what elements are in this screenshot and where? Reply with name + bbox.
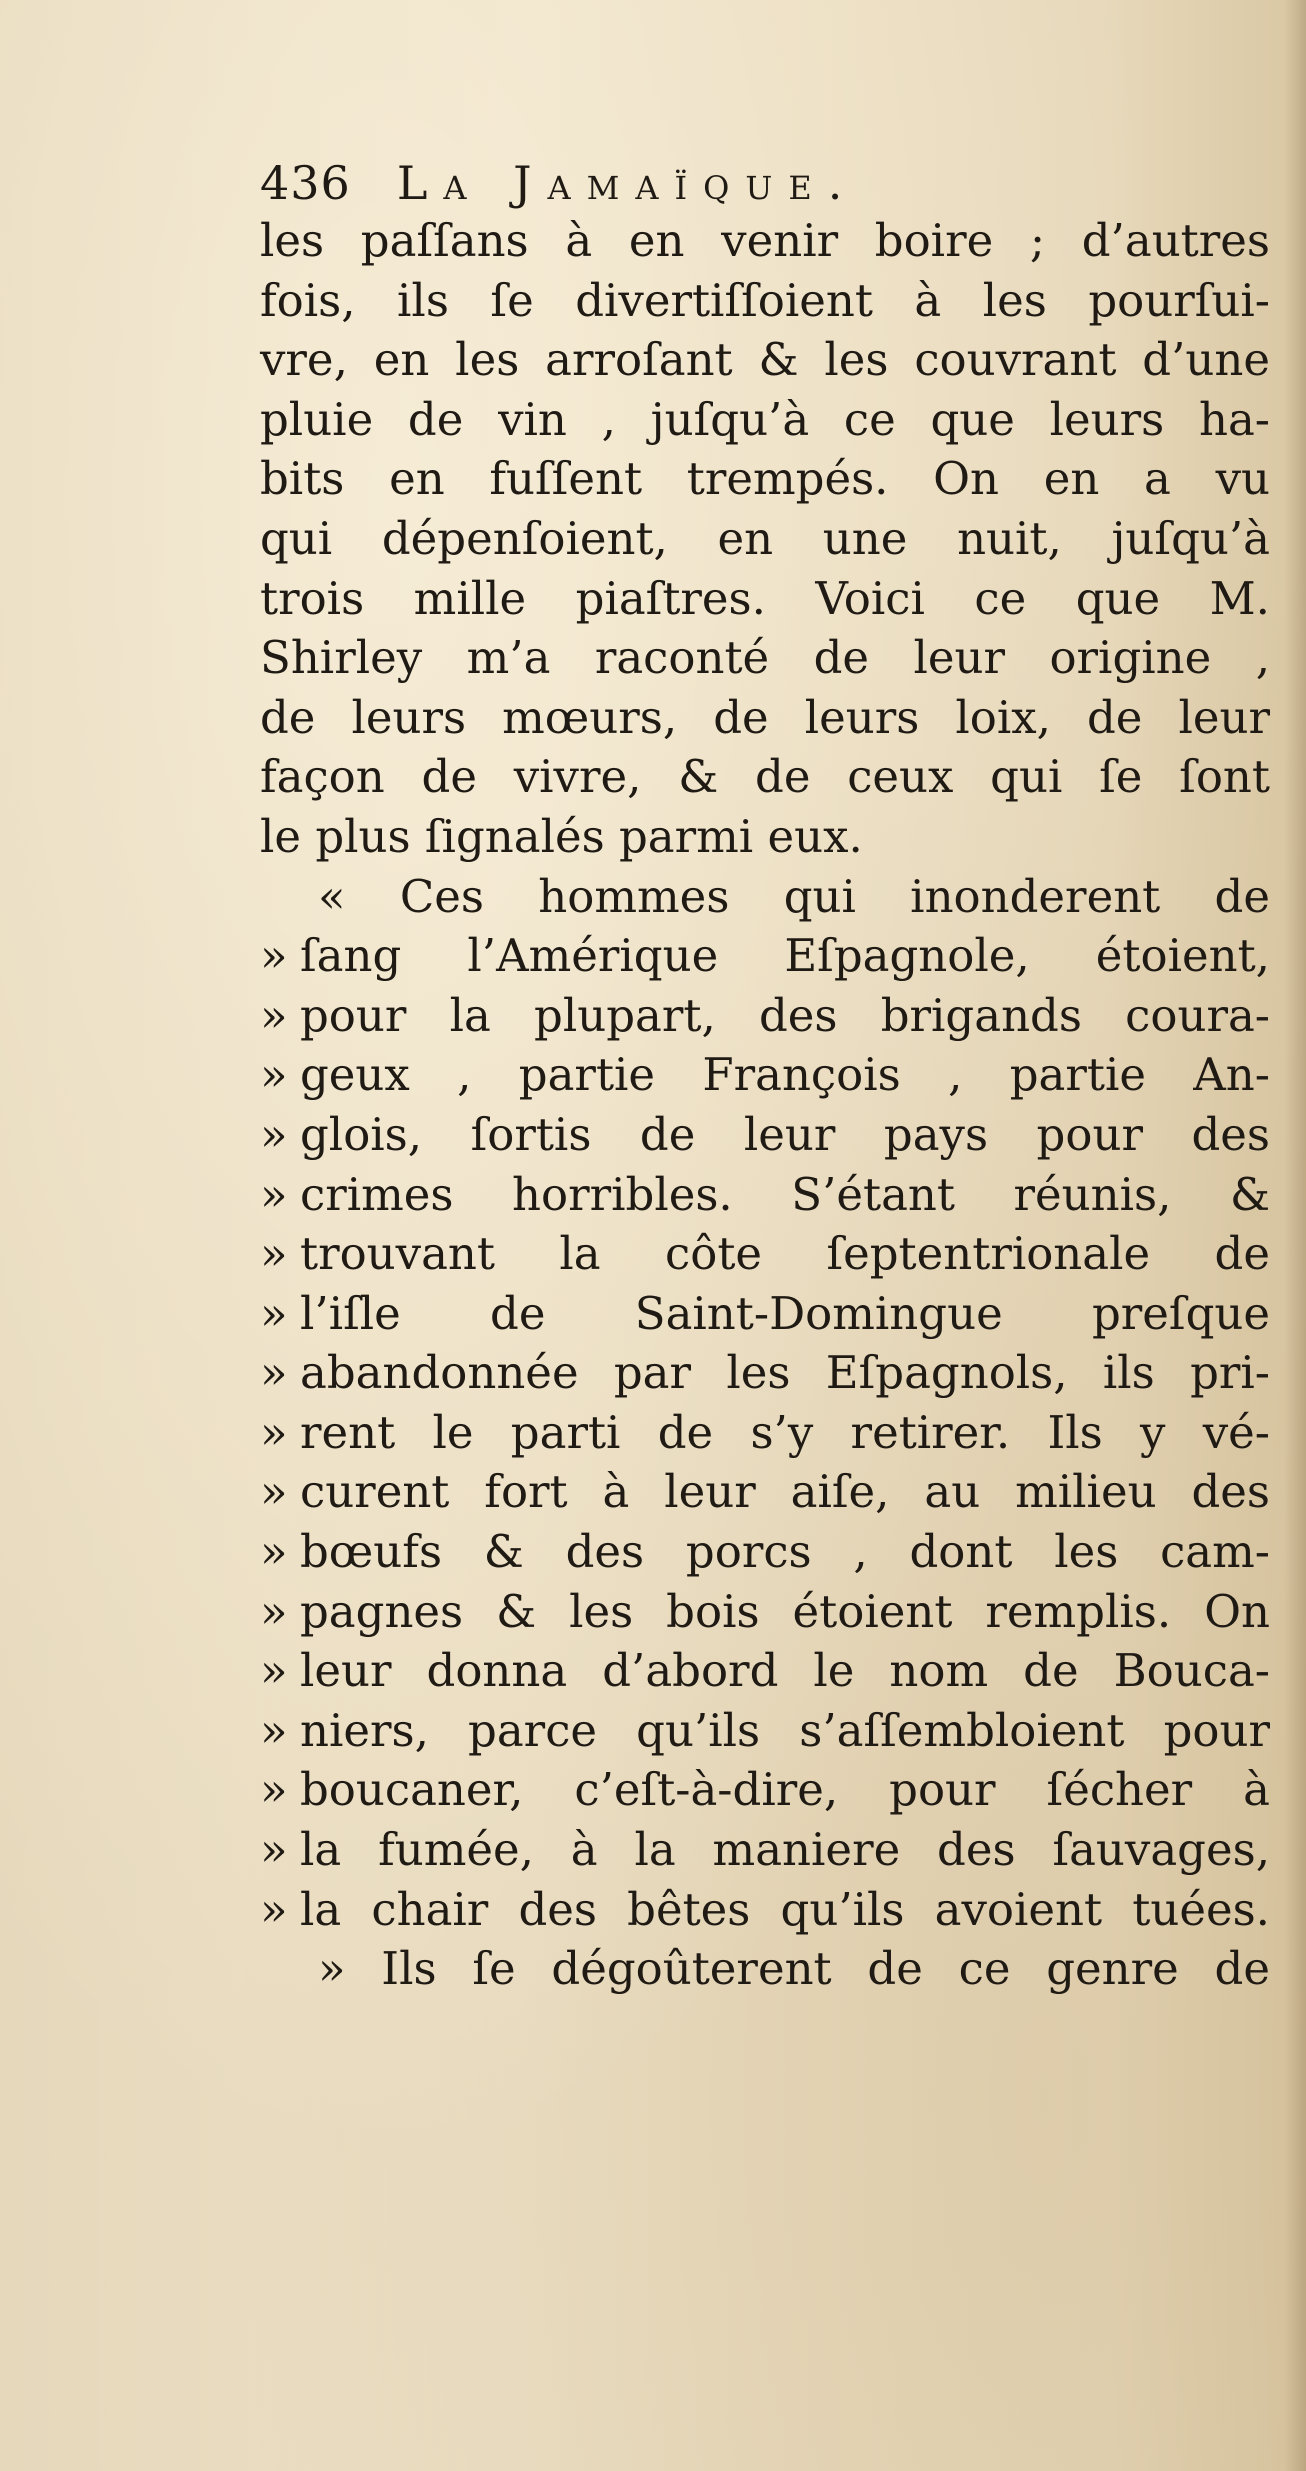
text-line: » niers, parce qu’ils s’aſſembloient pour: [260, 1701, 1270, 1761]
text-line: » trouvant la côte ſeptentrionale de: [260, 1224, 1270, 1284]
text-line: » abandonnée par les Eſpagnols, ils pri-: [260, 1343, 1270, 1403]
text-line: « Ces hommes qui inonderent de: [318, 869, 1270, 923]
text-line: » leur donna d’abord le nom de Bouca-: [260, 1641, 1270, 1701]
page-number: 436: [260, 156, 351, 210]
text-line: » l’iſle de Saint-Domingue preſque: [260, 1284, 1270, 1344]
text-line: » Ils ſe dégoûterent de ce genre de: [318, 1942, 1270, 1996]
text-line: » pour la plupart, des brigands coura-: [260, 986, 1270, 1046]
text-line: » boucaner, c’eſt-à-dire, pour ſécher à: [260, 1760, 1270, 1820]
text-line: pluie de vin , juſqu’à ce que leurs ha-: [260, 392, 1270, 446]
text-line: » la chair des bêtes qu’ils avoient tuées.: [260, 1880, 1270, 1940]
text-line: façon de vivre, & de ceux qui ſe ſont: [260, 750, 1270, 804]
text-line: vre, en les arroſant & les couvrant d’une: [260, 333, 1270, 387]
text-line: » glois, ſortis de leur pays pour des: [260, 1105, 1270, 1165]
text-line: bits en fuſſent trempés. On en a vu: [260, 452, 1270, 506]
text-line: » la fumée, à la maniere des ſauvages,: [260, 1820, 1270, 1880]
text-line: les paſſans à en venir boire ; d’autres: [260, 214, 1270, 267]
text-line: qui dépenſoient, en une nuit, juſqu’à: [260, 511, 1270, 565]
text-line: de leurs mœurs, de leurs loix, de leur: [260, 690, 1270, 744]
text-line: » ſang l’Amérique Eſpagnole, étoient,: [260, 926, 1270, 986]
text-block: [260, 155, 1270, 1999]
text-line: » curent fort à leur aiſe, au milieu des: [260, 1462, 1270, 1522]
text-line: » pagnes & les bois étoient remplis. On: [260, 1582, 1270, 1642]
text-line: » bœufs & des porcs , dont les cam-: [260, 1522, 1270, 1582]
text-line: » crimes horribles. S’étant réunis, &: [260, 1165, 1270, 1225]
page-edge-shadow: [1284, 0, 1306, 2471]
text-line: » rent le parti de s’y retirer. Ils y vé-: [260, 1403, 1270, 1463]
text-line: Shirley m’a raconté de leur origine ,: [260, 631, 1270, 685]
text-line: fois, ils ſe divertiſſoient à les pourſui-: [260, 273, 1270, 327]
text-line: trois mille piaſtres. Voici ce que M.: [260, 571, 1270, 625]
text-line: » geux , partie François , partie An-: [260, 1045, 1270, 1105]
running-head: [260, 155, 1270, 211]
running-title: La Jamaïque.: [396, 156, 859, 210]
text-line: le plus ſignalés parmi eux.: [260, 809, 863, 863]
